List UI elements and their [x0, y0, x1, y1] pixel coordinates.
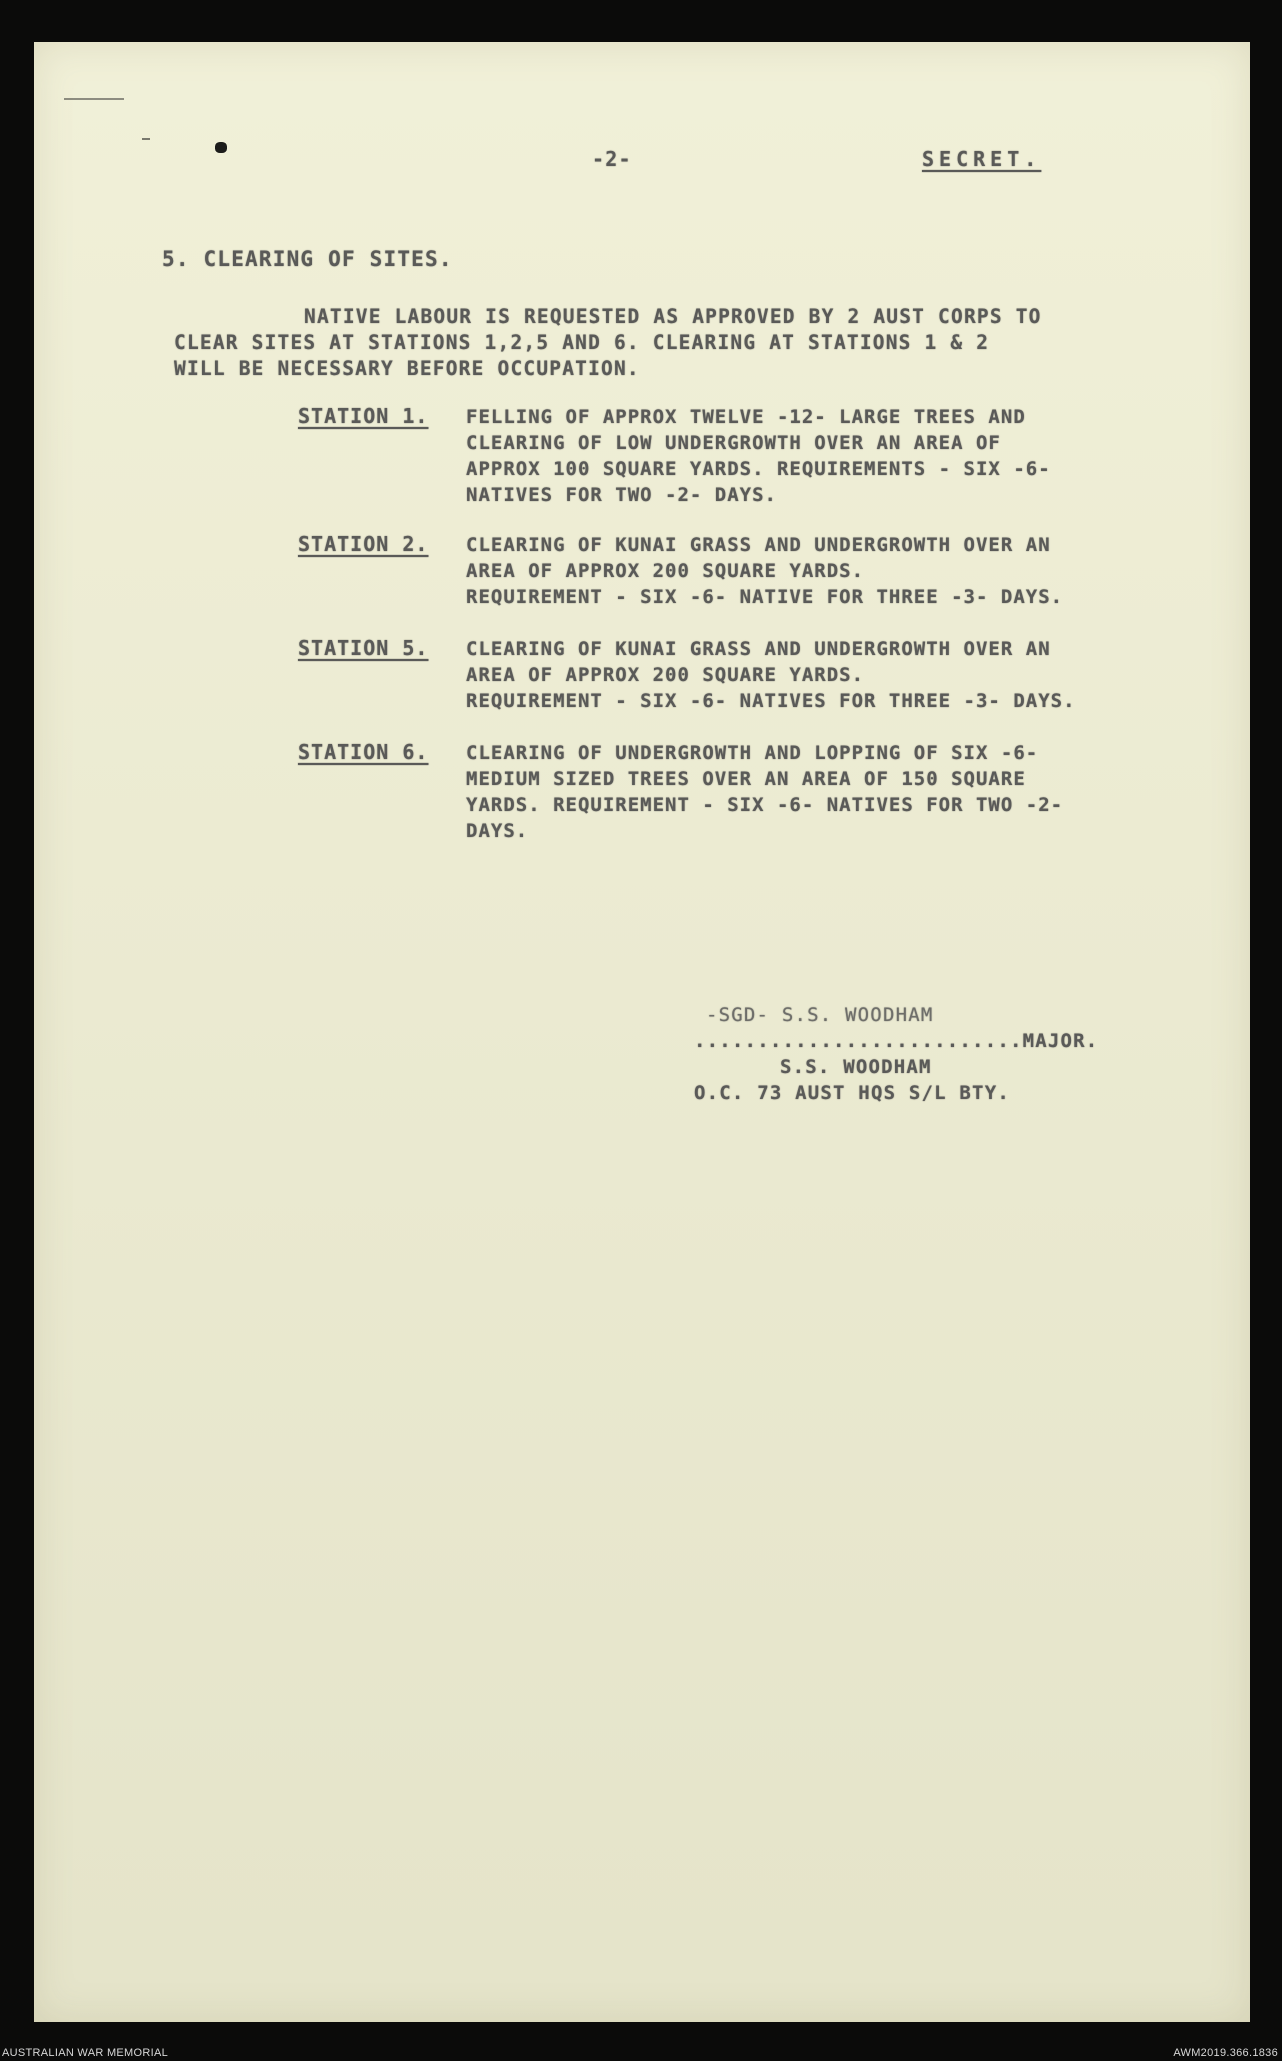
margin-mark — [64, 98, 124, 100]
station-description — [466, 636, 1076, 714]
footer-institution: AUSTRALIAN WAR MEMORIAL — [2, 2047, 169, 2059]
station-label: STATION 6. — [298, 740, 429, 764]
station-line: CLEARING OF LOW UNDERGROWTH OVER AN AREA OF — [466, 432, 1001, 454]
intro-line: WILL BE NECESSARY BEFORE OCCUPATION. — [174, 357, 640, 380]
station-line: YARDS. REQUIREMENT - SIX -6- NATIVES FOR TWO -2- — [466, 794, 1064, 816]
station-line: APPROX 100 SQUARE YARDS. REQUIREMENTS - SIX -6- — [466, 458, 1051, 480]
station-line: DAYS. — [466, 820, 529, 842]
station-description — [466, 740, 1063, 844]
station-line: MEDIUM SIZED TREES OVER AN AREA OF 150 SQUARE — [466, 768, 1026, 790]
station-line: CLEARING OF KUNAI GRASS AND UNDERGROWTH OVER AN — [466, 638, 1051, 660]
page-number: -2- — [592, 147, 632, 171]
classification-mark: SECRET. — [922, 147, 1042, 171]
station-line: REQUIREMENT - SIX -6- NATIVE FOR THREE -3- DAYS. — [466, 586, 1064, 608]
section-heading: 5. CLEARING OF SITES. — [162, 247, 453, 271]
station-line: CLEARING OF UNDERGROWTH AND LOPPING OF SIX -6- — [466, 742, 1039, 764]
station-label: STATION 5. — [298, 636, 429, 660]
station-label: STATION 1. — [298, 404, 429, 428]
signatory-name: S.S. WOODHAM — [780, 1056, 932, 1078]
station-description — [466, 404, 1051, 508]
station-line: REQUIREMENT - SIX -6- NATIVES FOR THREE -3- DAYS. — [466, 690, 1076, 712]
footer-accession-number: AWM2019.366.1836 — [1173, 2047, 1278, 2059]
station-label: STATION 2. — [298, 532, 429, 556]
signed-line: -SGD- S.S. WOODHAM — [706, 1004, 934, 1026]
intro-paragraph — [174, 304, 1042, 382]
document-page — [34, 42, 1250, 2022]
intro-line: CLEAR SITES AT STATIONS 1,2,5 AND 6. CLEARING AT STATIONS 1 & 2 — [174, 331, 990, 354]
station-line: AREA OF APPROX 200 SQUARE YARDS. — [466, 664, 865, 686]
station-line: CLEARING OF KUNAI GRASS AND UNDERGROWTH OVER AN — [466, 534, 1051, 556]
rank-line: ..........................MAJOR. — [694, 1030, 1099, 1052]
station-line: FELLING OF APPROX TWELVE -12- LARGE TREES AND — [466, 406, 1026, 428]
intro-line: NATIVE LABOUR IS REQUESTED AS APPROVED BY 2 AUST CORPS TO — [304, 305, 1042, 328]
station-line: AREA OF APPROX 200 SQUARE YARDS. — [466, 560, 865, 582]
ink-blot — [215, 142, 227, 153]
station-description — [466, 532, 1063, 610]
station-line: NATIVES FOR TWO -2- DAYS. — [466, 484, 777, 506]
margin-mark — [142, 138, 150, 140]
signatory-unit: O.C. 73 AUST HQS S/L BTY. — [694, 1082, 1010, 1104]
